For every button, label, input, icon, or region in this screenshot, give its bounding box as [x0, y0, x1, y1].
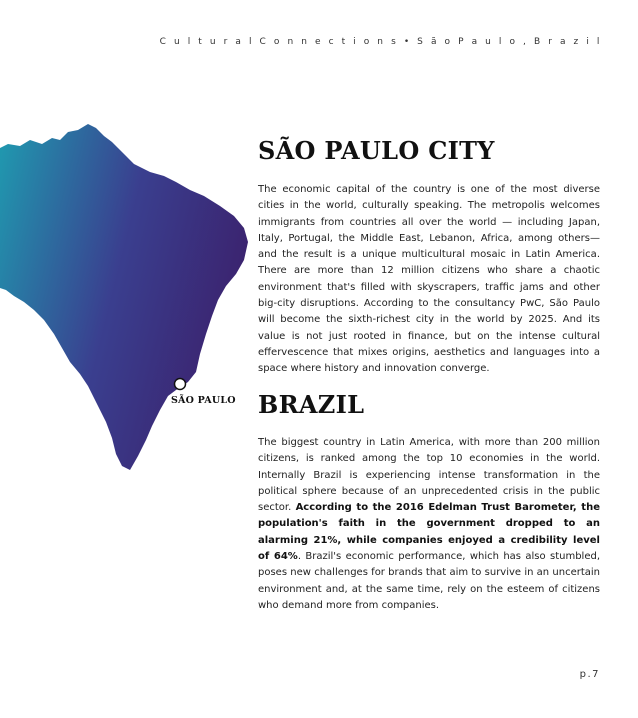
section-paragraph — [258, 435, 600, 614]
paragraph-highlight: According to the 2016 Edelman Trust Barometer, the population's faith in the government dropped to an alarming 21%, while companies enjoyed a credibility level of 64% — [258, 502, 600, 563]
sao-paulo-city-section — [258, 136, 600, 378]
paragraph-text: The biggest country in Latin America, with more than 200 million citizens, is ranked among the top 10 economies in the world. Internally Brazil is experiencing intense transformation in the political sphere because of an unprecedented crisis in the public sector. — [258, 437, 600, 514]
section-paragraph: The economic capital of the country is one of the most diverse cities in the world, culturally speaking. The metropolis welcomes immigrants from countries all over the world — including Japan, Italy, Portugal, the Middle East, Lebanon, Africa, among others— and the result is a unique multicultural mosaic in Latin America. There are more than 12 million citizens who share a chaotic environment that's filled with skyscrapers, traffic jams and other big-city disruptions. According to the consultancy PwC, São Paulo will become the sixth-richest city in the world by 2025. And its value is not just rooted in finance, but on the intense cultural effervescence that mixes origins, aesthetics and languages into a space where history and innovation converge. — [258, 184, 600, 375]
section-title: SÃO PAULO CITY — [258, 136, 495, 165]
map-city-label: SÃO PAULO — [171, 395, 236, 406]
section-title: BRAZIL — [258, 390, 365, 419]
brazil-shape — [0, 124, 248, 470]
running-header: C u l t u r a l C o n n e c t i o n s • S ã o P a u l o , B r a z i l — [159, 37, 602, 47]
brazil-section — [258, 390, 600, 614]
sao-paulo-marker — [175, 379, 186, 390]
brazil-map — [0, 120, 260, 480]
paragraph-text: . Brazil's economic performance, which has also stumbled, poses new challenges for brands that aim to survive in an uncertain environment and, at the same time, rely on the esteem of citizens who demand more from companies. — [258, 551, 600, 611]
page-number: p.7 — [579, 669, 600, 680]
